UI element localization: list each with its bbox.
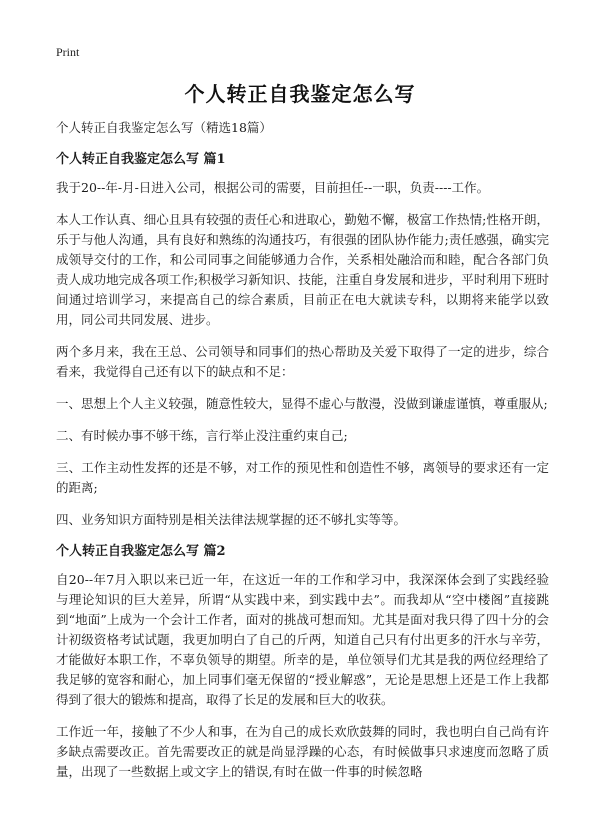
section-2 (56, 542, 549, 782)
section-1 (56, 150, 549, 530)
document-subtitle: 个人转正自我鉴定怎么写（精选18篇） (56, 120, 272, 135)
paragraph: 一、思想上个人主义较强，随意性较大，显得不虚心与散漫，没做到谦虚谨慎，尊重服从; (56, 396, 548, 411)
section-heading: 个人转正自我鉴定怎么写 篇1 (56, 152, 226, 167)
paragraph: 工作近一年，接触了不少人和事，在为自己的成长欢欣鼓舞的同时，我也明白自己尚有许多缺点需要改正。首先需要改正的就是尚显浮躁的心态，有时候做事只求速度而忽略了质量，出现了一些数据上或文字上的错误,有时在做一件事的时候忽略 (56, 724, 549, 779)
document-title: 个人转正自我鉴定怎么写 (184, 82, 416, 106)
paragraph: 本人工作认真、细心且具有较强的责任心和进取心，勤勉不懈，极富工作热情;性格开朗，乐于与他人沟通，具有良好和熟练的沟通技巧，有很强的团队协作能力;责任感强，确实完成领导交付的工作，和公司同事之间能够通力合作，关系相处融洽而和睦，配合各部门负责人成功地完成各项工作;积极学习新知识、技能，注重自身发展和进步，平时利用下班时间通过培训学习，来提高自己的综合素质，目前正在电大就读专科，以期将来能学以致用，同公司共同发展、进步。 (56, 212, 549, 327)
paragraph: 四、业务知识方面特别是相关法律法规掌握的还不够扎实等等。 (56, 512, 407, 527)
section-heading: 个人转正自我鉴定怎么写 篇2 (56, 544, 226, 559)
paragraph: 二、有时候办事不够干练，言行举止没注重约束自己; (56, 428, 348, 443)
paragraph: 自20--年7月入职以来已近一年，在这近一年的工作和学习中，我深深体会到了实践经验与理论知识的巨大差异，所谓“从实践中来，到实践中去”。而我却从“空中楼阁”直接跳到“地面”上成为一个会计工作者，面对的挑战可想而知。尤其是面对我只得了四十分的会计初级资格考试试题，我更加明白了自己的斤两，知道自己只有付出更多的汗水与辛劳，才能做好本职工作，不辜负领导的期望。所幸的是，单位领导们尤其是我的两位经理给了我足够的宽容和耐心，加上同事们毫无保留的“授业解惑”，无论是思想上还是工作上我都得到了很大的锻炼和提高，取得了长足的发展和巨大的收获。 (56, 572, 549, 707)
document-body (56, 118, 549, 794)
paragraph: 三、工作主动性发挥的还是不够，对工作的预见性和创造性不够，离领导的要求还有一定的距离; (56, 460, 549, 495)
paragraph: 我于20--年-月-日进入公司，根据公司的需要，目前担任--一职，负责----工作。 (56, 180, 490, 195)
paragraph: 两个多月来，我在王总、公司领导和同事们的热心帮助及关爱下取得了一定的进步，综合看来，我觉得自己还有以下的缺点和不足： (56, 344, 549, 379)
print-label: Print (56, 45, 80, 59)
